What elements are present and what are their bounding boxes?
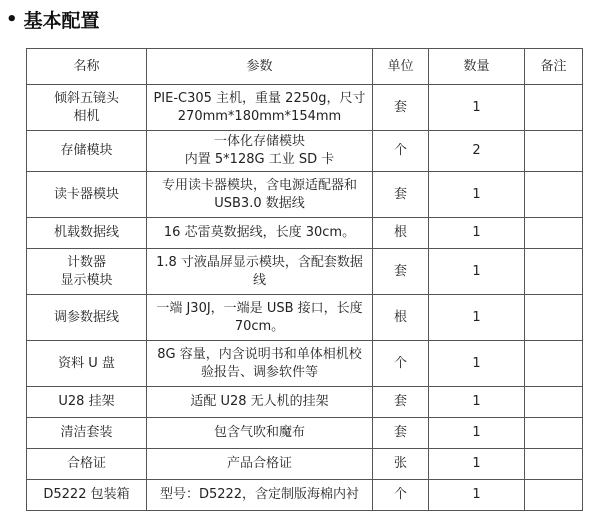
cell-param: 8G 容量，内含说明书和单体相机校验报告、调参软件等 <box>147 341 373 387</box>
table-row <box>27 218 583 249</box>
header-name: 名称 <box>27 49 147 85</box>
cell-name: 清洁套装 <box>27 418 147 449</box>
cell-note <box>525 131 583 172</box>
cell-qty: 1 <box>429 449 525 480</box>
cell-qty: 1 <box>429 387 525 418</box>
config-table <box>26 48 583 511</box>
table-row <box>27 85 583 131</box>
bullet-icon: • <box>6 8 18 30</box>
cell-name: 机载数据线 <box>27 218 147 249</box>
cell-param: 适配 U28 无人机的挂架 <box>147 387 373 418</box>
cell-note <box>525 249 583 295</box>
section-title: 基本配置 <box>23 9 100 32</box>
cell-unit: 个 <box>373 341 429 387</box>
header-unit: 单位 <box>373 49 429 85</box>
cell-qty: 1 <box>429 418 525 449</box>
cell-qty: 1 <box>429 249 525 295</box>
cell-param: 包含气吹和魔布 <box>147 418 373 449</box>
cell-qty: 1 <box>429 295 525 341</box>
cell-param: 一端 J30J，一端是 USB 接口，长度 70cm。 <box>147 295 373 341</box>
cell-name: 合格证 <box>27 449 147 480</box>
cell-param: 16 芯雷莫数据线，长度 30cm。 <box>147 218 373 249</box>
cell-unit: 套 <box>373 85 429 131</box>
table-row <box>27 172 583 218</box>
table-row <box>27 387 583 418</box>
table-header-row <box>27 49 583 85</box>
cell-param: 产品合格证 <box>147 449 373 480</box>
cell-name: 读卡器模块 <box>27 172 147 218</box>
cell-unit: 根 <box>373 295 429 341</box>
table-row <box>27 249 583 295</box>
cell-unit: 套 <box>373 172 429 218</box>
cell-note <box>525 449 583 480</box>
cell-name: 倾斜五镜头 相机 <box>27 85 147 131</box>
cell-qty: 1 <box>429 480 525 511</box>
cell-qty: 2 <box>429 131 525 172</box>
cell-note <box>525 341 583 387</box>
cell-qty: 1 <box>429 218 525 249</box>
cell-note <box>525 85 583 131</box>
cell-unit: 套 <box>373 418 429 449</box>
cell-note <box>525 387 583 418</box>
cell-note <box>525 480 583 511</box>
cell-unit: 个 <box>373 480 429 511</box>
cell-note <box>525 172 583 218</box>
cell-note <box>525 218 583 249</box>
cell-unit: 个 <box>373 131 429 172</box>
cell-unit: 张 <box>373 449 429 480</box>
table-row <box>27 341 583 387</box>
cell-name: D5222 包装箱 <box>27 480 147 511</box>
section-heading <box>6 4 100 34</box>
cell-note <box>525 418 583 449</box>
cell-qty: 1 <box>429 341 525 387</box>
header-note: 备注 <box>525 49 583 85</box>
header-param: 参数 <box>147 49 373 85</box>
cell-param: PIE-C305 主机，重量 2250g，尺寸 270mm*180mm*154mm <box>147 85 373 131</box>
cell-param: 一体化存储模块 内置 5*128G 工业 SD 卡 <box>147 131 373 172</box>
cell-name: 调参数据线 <box>27 295 147 341</box>
cell-note <box>525 295 583 341</box>
cell-unit: 套 <box>373 249 429 295</box>
table-row <box>27 480 583 511</box>
cell-param: 1.8 寸液晶屏显示模块，含配套数据线 <box>147 249 373 295</box>
cell-param: 专用读卡器模块，含电源适配器和 USB3.0 数据线 <box>147 172 373 218</box>
cell-name: 资料 U 盘 <box>27 341 147 387</box>
header-qty: 数量 <box>429 49 525 85</box>
cell-param: 型号：D5222，含定制版海棉内衬 <box>147 480 373 511</box>
table-row <box>27 418 583 449</box>
table-row <box>27 131 583 172</box>
cell-qty: 1 <box>429 172 525 218</box>
cell-name: U28 挂架 <box>27 387 147 418</box>
table-body <box>27 85 583 511</box>
cell-qty: 1 <box>429 85 525 131</box>
cell-name: 存储模块 <box>27 131 147 172</box>
cell-name: 计数器 显示模块 <box>27 249 147 295</box>
table-row <box>27 295 583 341</box>
cell-unit: 套 <box>373 387 429 418</box>
cell-unit: 根 <box>373 218 429 249</box>
table-row <box>27 449 583 480</box>
